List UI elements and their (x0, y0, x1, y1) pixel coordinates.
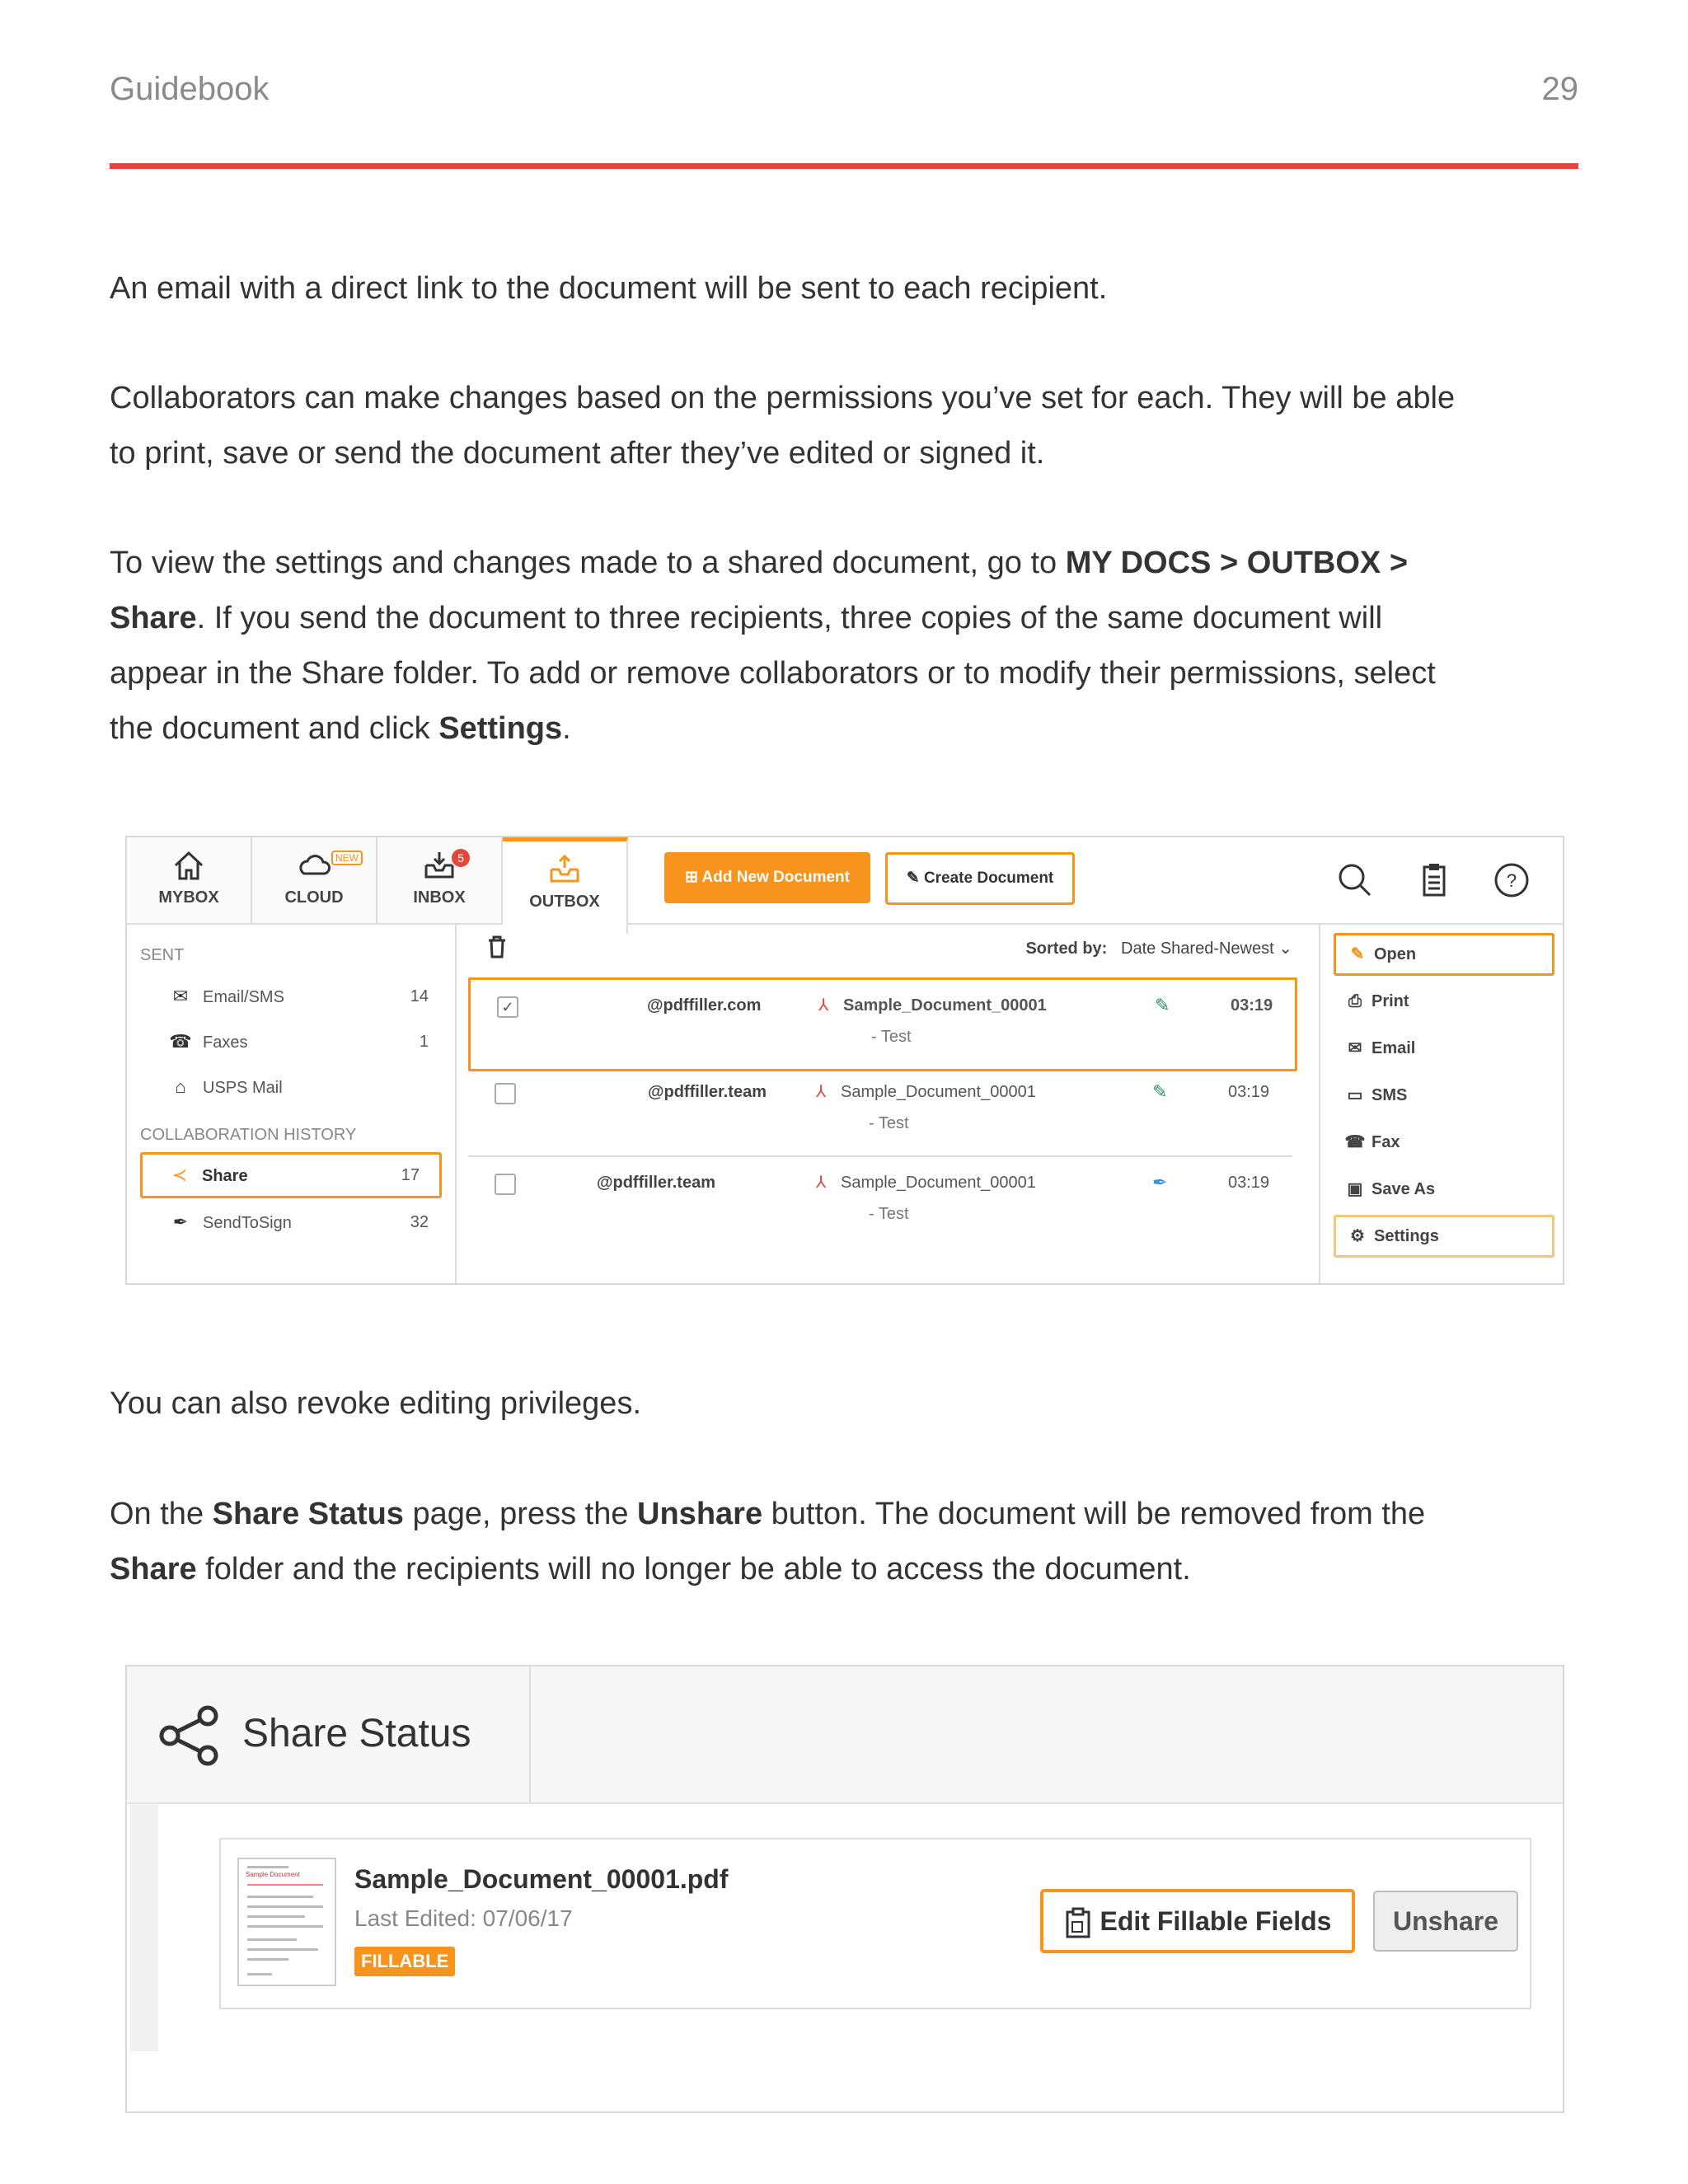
sort-control[interactable]: Sorted by: Date Shared-Newest ⌄ (1025, 940, 1292, 958)
document-thumbnail[interactable]: Sample Document (237, 1858, 336, 1986)
outbox-screenshot (125, 836, 1564, 1285)
edit-pencil-icon: ✎ (1155, 995, 1170, 1015)
fax-button[interactable]: ☎ Fax (1334, 1123, 1550, 1161)
share-status-header (127, 1666, 1563, 1804)
inbox-count-badge: 5 (452, 849, 470, 867)
pdf-icon: ⅄ (818, 996, 829, 1015)
home-icon (171, 847, 207, 883)
search-icon[interactable] (1335, 860, 1375, 900)
print-button[interactable]: ⎙ Print (1334, 982, 1550, 1020)
tab-cloud[interactable]: NEW CLOUD (252, 837, 377, 923)
table-row[interactable]: ✓ @pdffiller.com ⅄ Sample_Document_00001 - Test ✎ 03:19 (468, 977, 1297, 1071)
header-separator (529, 1666, 531, 1802)
sms-button[interactable]: ▭ SMS (1334, 1076, 1550, 1114)
pdf-icon: ⅄ (816, 1174, 827, 1192)
chevron-down-icon: ⌄ (1278, 940, 1292, 958)
open-button[interactable]: ✎ Open (1334, 933, 1554, 976)
sidebar-item-share[interactable]: ≺ Share 17 (140, 1152, 442, 1198)
settings-button[interactable]: ⚙ Settings (1334, 1215, 1554, 1258)
new-badge: NEW (331, 851, 363, 865)
edit-icon: ✎ (1350, 945, 1365, 963)
outbox-icon (546, 851, 583, 888)
printer-icon: ⎙ (1348, 992, 1362, 1010)
share-status-screenshot (125, 1665, 1564, 2113)
tab-outbox[interactable]: OUTBOX (503, 837, 628, 934)
add-document-icon: ⊞ (685, 869, 702, 886)
unshare-button[interactable]: Unshare (1373, 1891, 1518, 1952)
sign-icon: ✒ (172, 1212, 189, 1232)
collaboration-history-heading: COLLABORATION HISTORY (140, 1126, 357, 1144)
paragraph-1: An email with a direct link to the document will be sent to each recipient. (110, 271, 1108, 306)
header-divider (110, 163, 1578, 169)
last-edited: Last Edited: 07/06/17 (354, 1905, 573, 1931)
magic-wand-icon: ✎ (906, 869, 924, 887)
document-list (457, 925, 1317, 1283)
fillable-fields-icon (1064, 1907, 1094, 1940)
mail-icon: ✉ (1348, 1039, 1362, 1057)
inbox-icon (421, 847, 457, 883)
clipboard-icon[interactable] (1414, 860, 1454, 900)
sidebar-item-faxes[interactable]: ☎ Faxes 1 (168, 1021, 448, 1062)
document-card (219, 1838, 1531, 2009)
floppy-icon: ▣ (1347, 1180, 1363, 1198)
tab-inbox[interactable]: 5 INBOX (377, 837, 503, 923)
sidebar-item-usps-mail[interactable]: ⌂ USPS Mail (168, 1066, 448, 1108)
file-name: Sample_Document_00001.pdf (354, 1864, 729, 1894)
row-checkbox[interactable] (495, 1083, 516, 1104)
paragraph-4: You can also revoke editing privileges. (110, 1386, 641, 1421)
help-icon[interactable] (1492, 860, 1531, 900)
edit-pencil-icon: ✎ (1152, 1081, 1168, 1102)
row-checkbox[interactable]: ✓ (497, 996, 518, 1018)
chat-icon: ▭ (1347, 1086, 1363, 1104)
gear-icon: ⚙ (1350, 1227, 1365, 1245)
fax-icon: ☎ (169, 1031, 192, 1052)
paragraph-5: On the Share Status page, press the Unshare button. The document will be removed from the Share folder and the recipients will no longer be able to access the document. (110, 1497, 1426, 1586)
share-status-title: Share Status (242, 1712, 471, 1755)
save-as-button[interactable]: ▣ Save As (1334, 1170, 1550, 1208)
table-row[interactable]: @pdffiller.team ⅄ Sample_Document_00001 - Test ✒ 03:19 (468, 1157, 1292, 1246)
top-toolbar (127, 837, 1563, 925)
side-strip (130, 1804, 158, 2051)
signature-pen-icon: ✒ (1152, 1172, 1168, 1193)
mailbox-icon: ⌂ (175, 1076, 186, 1097)
actions-panel (1319, 925, 1564, 1283)
create-document-button[interactable]: ✎ Create Document (885, 852, 1075, 905)
sent-heading: SENT (140, 946, 185, 964)
trash-icon[interactable] (486, 935, 508, 959)
fillable-badge: FILLABLE (354, 1947, 455, 1976)
fax-icon: ☎ (1344, 1133, 1366, 1151)
sidebar-item-email-sms[interactable]: ✉ Email/SMS 14 (168, 976, 448, 1017)
svg-text:?: ? (1506, 870, 1517, 891)
sidebar-item-sendtosign[interactable]: ✒ SendToSign 32 (168, 1202, 448, 1243)
sidebar (127, 925, 457, 1283)
cloud-icon (296, 847, 332, 883)
edit-fillable-fields-button[interactable]: Edit Fillable Fields (1040, 1889, 1355, 1953)
paragraph-3: To view the settings and changes made to a shared document, go to MY DOCS > OUTBOX > Share. If you send the document to three recipients, three copies of the same document will appear in the Share folder. To add or remove collaborators or to modify their permissions, select the document and click Settings. (110, 546, 1436, 746)
tab-mybox[interactable]: MYBOX (127, 837, 252, 923)
row-checkbox[interactable] (495, 1174, 516, 1195)
paragraph-2: Collaborators can make changes based on the permissions you’ve set for each. They will be able to print, save or send the document after they’ve edited or signed it. (110, 381, 1456, 471)
share-icon (157, 1703, 223, 1769)
page-number: 29 (1541, 71, 1578, 107)
email-button[interactable]: ✉ Email (1334, 1029, 1550, 1067)
add-new-document-button[interactable]: ⊞ Add New Document (664, 852, 870, 903)
share-icon: ≺ (171, 1165, 188, 1185)
pdf-icon: ⅄ (816, 1083, 827, 1101)
header-title: Guidebook (110, 71, 270, 107)
table-row[interactable]: @pdffiller.team ⅄ Sample_Document_00001 - Test ✎ 03:19 (468, 1066, 1292, 1157)
mail-icon: ✉ (172, 986, 189, 1006)
